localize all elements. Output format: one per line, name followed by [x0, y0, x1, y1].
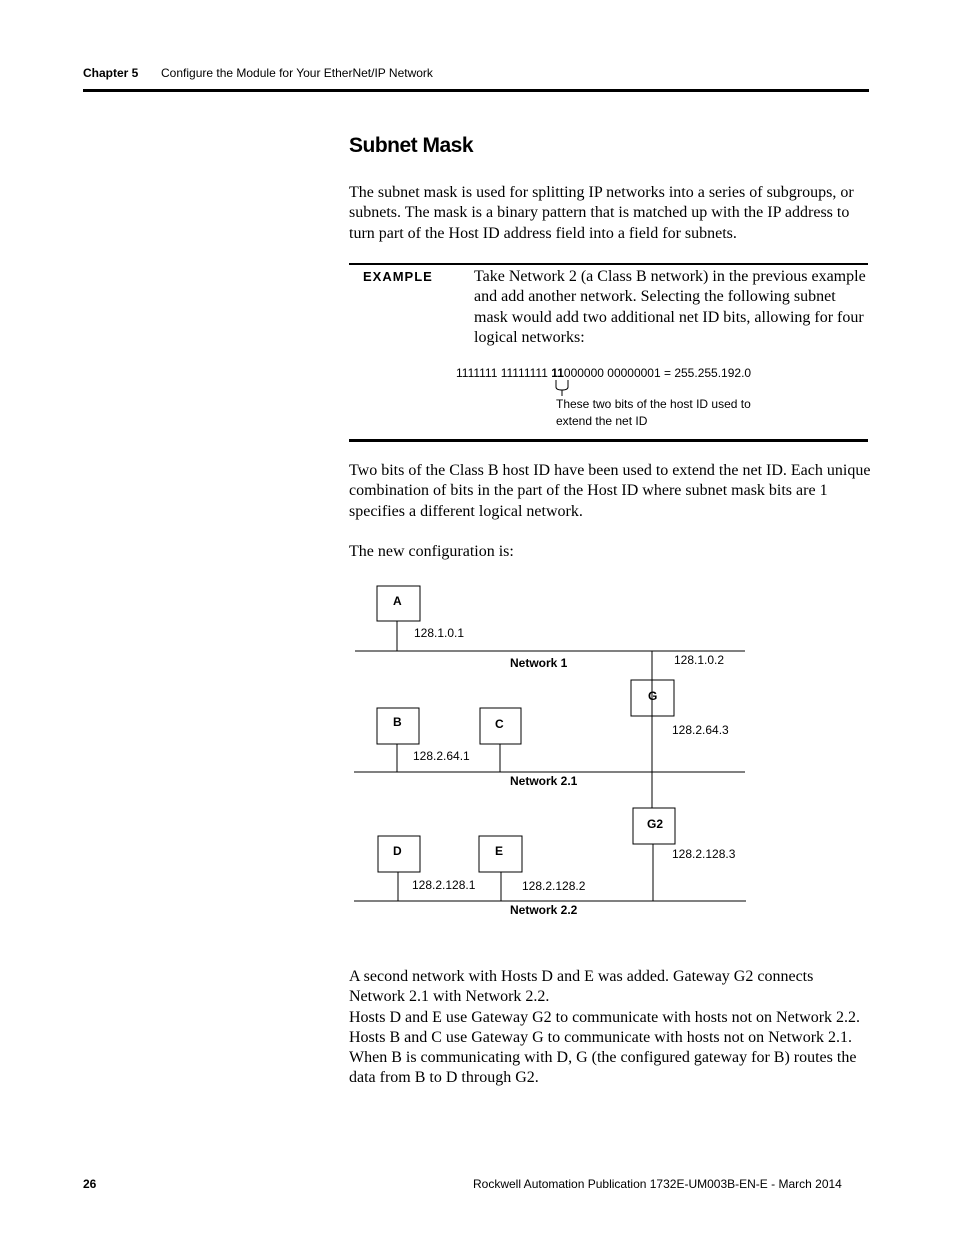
host-c-label: C: [495, 717, 504, 731]
network-1-label: Network 1: [510, 656, 568, 670]
host-a-label: A: [393, 594, 402, 608]
network-diagram: [340, 575, 760, 925]
summary-line: When B is communicating with D, G (the configured gateway for B) routes the data from B to D through G2.: [349, 1049, 857, 1087]
chapter-title: Configure the Module for Your EtherNet/IP Network: [161, 66, 433, 80]
explanation-paragraph: Two bits of the Class B host ID have been used to extend the net ID. Each unique combination of bits in the part of the Host ID where subnet mask bits are 1 specifies a different logical network.: [349, 462, 871, 520]
summary-line: Hosts B and C use Gateway G to communicate with hosts not on Network 2.1.: [349, 1028, 853, 1046]
example-top-rule: [349, 263, 868, 265]
mask-suffix: 000000 00000001 = 255.255.192.0: [563, 366, 752, 380]
summary-line: A second network with Hosts D and E was added. Gateway G2 connects Network 2.1 with Network 2.2.: [349, 968, 814, 1006]
header-rule: [83, 89, 869, 92]
page-number: 26: [83, 1177, 97, 1191]
address-b: 128.2.64.1: [413, 749, 470, 763]
configuration-intro: The new configuration is:: [349, 543, 514, 560]
example-text: Take Network 2 (a Class B network) in the previous example and add another network. Selecting the following subnet mask would add two additional net ID bits, allowing for four logical networks:: [474, 268, 866, 346]
address-e: 128.2.128.2: [522, 879, 586, 893]
address-d: 128.2.128.1: [412, 878, 476, 892]
example-label: EXAMPLE: [363, 269, 433, 284]
host-e-label: E: [495, 844, 504, 858]
address-g2: 128.2.128.3: [672, 847, 736, 861]
mask-prefix: 1111111 11111111: [456, 366, 552, 380]
section-heading: Subnet Mask: [349, 134, 474, 157]
bits-bracket-icon: [553, 379, 573, 397]
host-b-label: B: [393, 715, 402, 729]
gateway-g-label: G: [648, 689, 658, 703]
subnet-mask-line: [456, 366, 751, 380]
mask-highlight-bits: 11: [551, 366, 564, 380]
chapter-label: Chapter 5: [83, 66, 139, 80]
gateway-g2-label: G2: [647, 817, 664, 831]
publication-info: Rockwell Automation Publication 1732E-UM003B-EN-E - March 2014: [473, 1177, 842, 1191]
address-a: 128.1.0.1: [414, 626, 465, 640]
address-g-network-2-1: 128.2.64.3: [672, 723, 729, 737]
summary-paragraph: [349, 967, 871, 1089]
mask-note: These two bits of the host ID used to extend the net ID: [556, 397, 751, 428]
summary-line: Hosts D and E use Gateway G2 to communicate with hosts not on Network 2.2.: [349, 1008, 861, 1026]
intro-paragraph: The subnet mask is used for splitting IP networks into a series of subgroups, or subnets. The mask is a binary pattern that is matched up with the IP address to turn part of the Host ID address field into a field for subnets.: [349, 184, 854, 242]
network-2-1-label: Network 2.1: [510, 774, 578, 788]
address-g-network-1: 128.1.0.2: [674, 653, 725, 667]
network-2-2-label: Network 2.2: [510, 903, 578, 917]
host-d-label: D: [393, 844, 402, 858]
example-bottom-rule: [349, 439, 868, 442]
